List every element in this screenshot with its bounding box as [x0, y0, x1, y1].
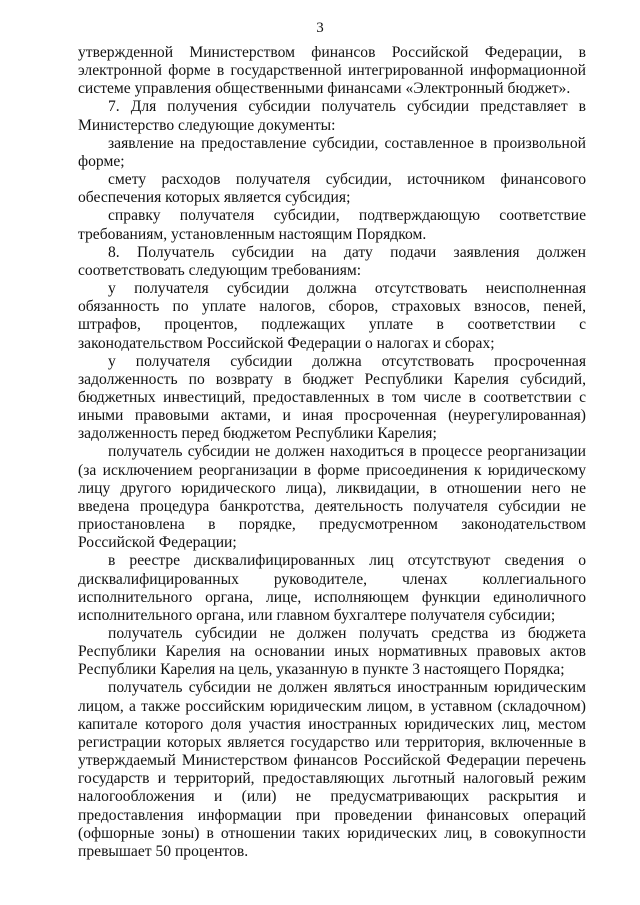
paragraph-certificate: справку получателя субсидии, подтверждающую соответствие требованиям, установленным настоящим Порядком. [78, 207, 586, 243]
paragraph-other-funds: получатель субсидии не должен получать средства из бюджета Республики Карелия на основании иных нормативных правовых актов Республики Карелия на цель, указанную в пункте 3 настоящего Порядка; [78, 625, 586, 679]
paragraph-reorganization: получатель субсидии не должен находиться в процессе реорганизации (за исключением реорганизации в форме присоединения к юридическому лицу другого юридического лица), ликвидации, в отношении него не введена процедура банкротства, деятельность получателя субсидии не приостановлена в порядке, предусмотренном законодательством Российской Федерации; [78, 443, 586, 552]
paragraph-item-8: 8. Получатель субсидии на дату подачи заявления должен соответствовать следующим требованиям: [78, 243, 586, 279]
paragraph-item-7: 7. Для получения субсидии получатель субсидии представляет в Министерство следующие документы: [78, 98, 586, 134]
document-body [78, 44, 586, 861]
paragraph-continuation: утвержденной Министерством финансов Российской Федерации, в электронной форме в государственной интегрированной информационной системе управления общественными финансами «Электронный бюджет». [78, 44, 586, 98]
page-number: 3 [316, 20, 324, 36]
paragraph-tax-obligations: у получателя субсидии должна отсутствовать неисполненная обязанность по уплате налогов, сборов, страховых взносов, пеней, штрафов, процентов, подлежащих уплате в соответствии с законодательством Российской Федерации о налогах и сборах; [78, 280, 586, 352]
paragraph-foreign-entity: получатель субсидии не должен являться иностранным юридическим лицом, а также российским юридическим лицом, в уставном (складочном) капитале которого доля участия иностранных юридических лиц, местом регистрации которых является государство или территория, включенные в утверждаемый Министерством финансов Российской Федерации перечень государств и территорий, предоставляющих льготный налоговый режим налогообложения и (или) не предусматривающих раскрытия и предоставления информации при проведении финансовых операций (офшорные зоны) в отношении таких юридических лиц, в совокупности превышает 50 процентов. [78, 679, 586, 860]
paragraph-overdue-debt: у получателя субсидии должна отсутствовать просроченная задолженность по возврату в бюджет Республики Карелия субсидий, бюджетных инвестиций, предоставленных в том числе в соответствии с иными правовыми актами, и иная просроченная (неурегулированная) задолженность перед бюджетом Республики Карелия; [78, 352, 586, 443]
paragraph-application: заявление на предоставление субсидии, составленное в произвольной форме; [78, 134, 586, 170]
paragraph-cost-estimate: смету расходов получателя субсидии, источником финансового обеспечения которых является субсидия; [78, 171, 586, 207]
paragraph-disqualified-registry: в реестре дисквалифицированных лиц отсутствуют сведения о дисквалифицированных руководителе, членах коллегиального исполнительного органа, лице, исполняющем функции единоличного исполнительного органа, или главном бухгалтере получателя субсидии; [78, 552, 586, 624]
